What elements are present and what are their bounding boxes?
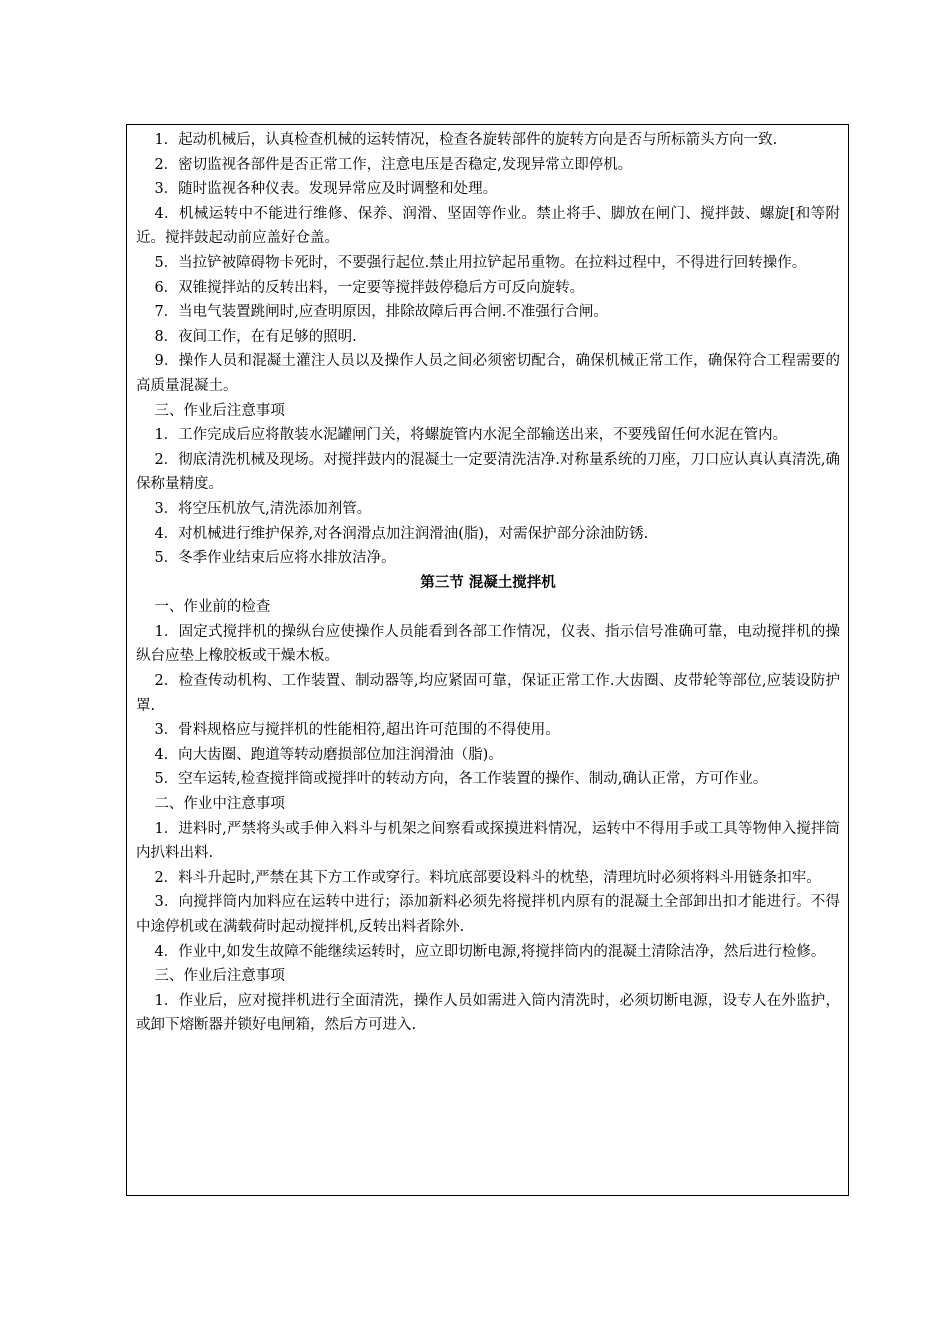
paragraph: 4．向大齿圈、跑道等转动磨损部位加注润滑油（脂)。 — [154, 746, 503, 763]
subheading: 二、作业中注意事项 — [154, 796, 285, 813]
paragraph: 4．对机械进行维护保养,对各润滑点加注润滑油(脂)，对需保护部分涂油防锈. — [154, 525, 649, 542]
subheading: 一、作业前的检查 — [154, 599, 271, 616]
paragraph: 5．冬季作业结束后应将水排放洁净。 — [154, 550, 396, 567]
paragraph: 9．操作人员和混凝土灌注人员以及操作人员之间必须密切配合，确保机械正常工作，确保符合工程需要的高质量混凝土。 — [136, 353, 840, 394]
subheading: 三、作业后注意事项 — [154, 968, 285, 985]
paragraph: 6．双锥搅拌站的反转出料，一定要等搅拌鼓停稳后方可反向旋转。 — [154, 279, 585, 296]
paragraph: 1．进料时,严禁将头或手伸入料斗与机架之间察看或探摸进料情况，运转中不得用手或工具等物伸入搅拌筒内扒料出料. — [136, 820, 840, 862]
paragraph: 4．作业中,如发生故障不能继续运转时，应立即切断电源,将搅拌筒内的混凝土清除洁净，然后进行检修。 — [154, 943, 826, 960]
paragraph: 1．作业后，应对搅拌机进行全面清洗，操作人员如需进入筒内清洗时，必须切断电源，设专人在外监护，或卸下熔断器并锁好电闸箱，然后方可进入. — [136, 992, 840, 1034]
paragraph: 7．当电气装置跳闸时,应查明原因，排除故障后再合闸.不准强行合闸。 — [154, 304, 608, 321]
paragraph: 5．当拉铲被障碍物卡死时，不要强行起位.禁止用拉铲起吊重物。在拉料过程中，不得进行回转操作。 — [154, 254, 807, 271]
paragraph: 3．骨料规格应与搅拌机的性能相符,超出许可范围的不得使用。 — [154, 722, 560, 739]
paragraph: 1．起动机械后，认真检查机械的运转情况，检查各旋转部件的旋转方向是否与所标箭头方向一致. — [154, 132, 778, 148]
paragraph: 2．料斗升起时,严禁在其下方工作或穿行。料坑底部要设料斗的枕垫，清理坑时必须将料斗用链条扣牢。 — [154, 869, 821, 886]
paragraph: 1．工作完成后应将散装水泥罐闸门关，将螺旋管内水泥全部输送出来，不要残留任何水泥在管内。 — [154, 427, 788, 444]
subheading: 三、作业后注意事项 — [154, 402, 285, 419]
paragraph: 1．固定式搅拌机的操纵台应使操作人员能看到各部工作情况，仪表、指示信号准确可靠，电动搅拌机的操纵台应垫上橡胶板或干燥木板。 — [136, 623, 840, 665]
paragraph: 2．密切监视各部件是否正常工作，注意电压是否稳定,发现异常立即停机。 — [154, 156, 633, 173]
paragraph: 3．随时监视各种仪表。发现异常应及时调整和处理。 — [154, 181, 498, 198]
paragraph: 5．空车运转,检查搅拌筒或搅拌叶的转动方向，各工作装置的操作、制动,确认正常，方可作业。 — [154, 771, 768, 788]
content-frame — [126, 124, 849, 1196]
paragraph: 2．检查传动机构、工作装置、制动器等,均应紧固可靠，保证正常工作.大齿圈、皮带轮等部位,应装设防护罩. — [136, 673, 840, 714]
paragraph: 3．向搅拌筒内加料应在运转中进行；添加新料必须先将搅拌机内原有的混凝土全部卸出扣才能进行。不得中途停机或在满载荷时起动搅拌机,反转出料者除外. — [136, 894, 840, 935]
paragraph: 3．将空压机放气,清洗添加剂管。 — [154, 500, 372, 517]
paragraph: 4．机械运转中不能进行维修、保养、润滑、坚固等作业。禁止将手、脚放在闸门、搅拌鼓、螺旋[和等附近。搅拌鼓起动前应盖好仓盖。 — [136, 205, 840, 247]
section-heading: 第三节 混凝土搅拌机 — [420, 573, 556, 591]
paragraph: 8．夜间工作，在有足够的照明. — [154, 328, 357, 345]
paragraph: 2．彻底清洗机械及现场。对搅拌鼓内的混凝土一定要清洗洁净.对称量系统的刀座，刀口应认真认真清洗,确保称量精度。 — [136, 451, 840, 493]
